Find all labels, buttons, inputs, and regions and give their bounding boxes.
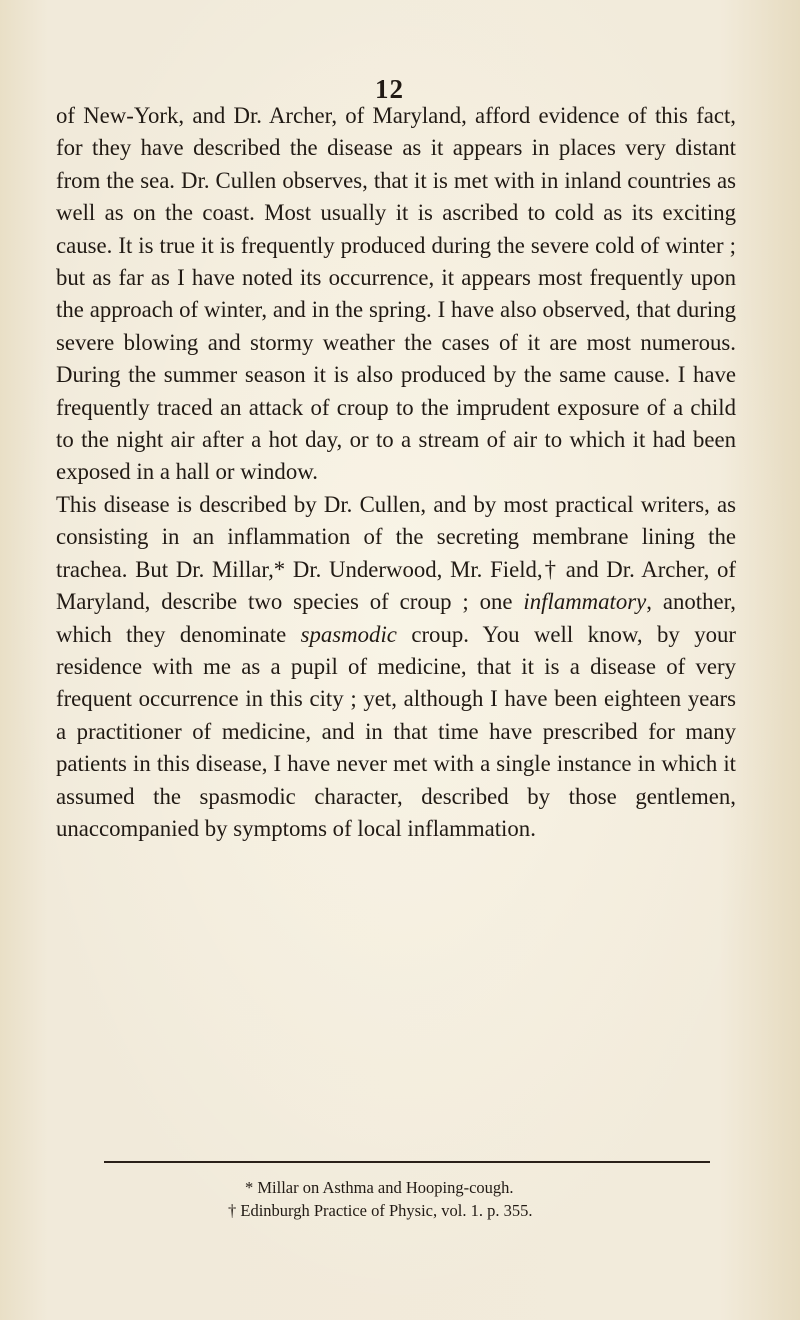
page-number: 12 (375, 74, 404, 104)
paragraph-2: This disease is described by Dr. Cullen, and by most practical writers, as consisting in an inflammation of the secreting membrane lining the trachea. But Dr. Millar,* Dr. Underwood, Mr. Field,† and Dr. Archer, of Maryland, describe two species of croup ; one inflammatory, another, which they denominate spasmodic croup. You well know, by your residence with me as a pupil of medicine, that it is a disease of very frequent occurrence in this city ; yet, although I have been eighteen years a practitioner of medicine, and in that time have prescribed for many patients in this disease, I have never met with a single instance in which it assumed the spasmodic character, described by those gentlemen, unaccompanied by symptoms of local inflammation. (56, 491, 736, 841)
body-text (56, 100, 736, 845)
footnote-divider (104, 1161, 710, 1163)
footnote-2: † Edinburgh Practice of Physic, vol. 1. p. 355. (228, 1201, 533, 1220)
paragraph-1: of New-York, and Dr. Archer, of Maryland, afford evidence of this fact, for they have described the disease as it appears in places very distant from the sea. Dr. Cullen observes, that it is met with in inland countries as well as on the coast. Most usually it is ascribed to cold as its exciting cause. It is true it is frequently produced during the severe cold of winter ; but as far as I have noted its occurrence, it appears most frequently upon the approach of winter, and in the spring. I have also observed, that during severe blowing and stormy weather the cases of it are most numerous. During the summer season it is also produced by the same cause. I have frequently traced an attack of croup to the imprudent exposure of a child to the night air after a hot day, or to a stream of air to which it had been exposed in a hall or window. (56, 103, 736, 485)
footnote-1: * Millar on Asthma and Hooping-cough. (245, 1178, 514, 1197)
footnotes (228, 1176, 725, 1222)
